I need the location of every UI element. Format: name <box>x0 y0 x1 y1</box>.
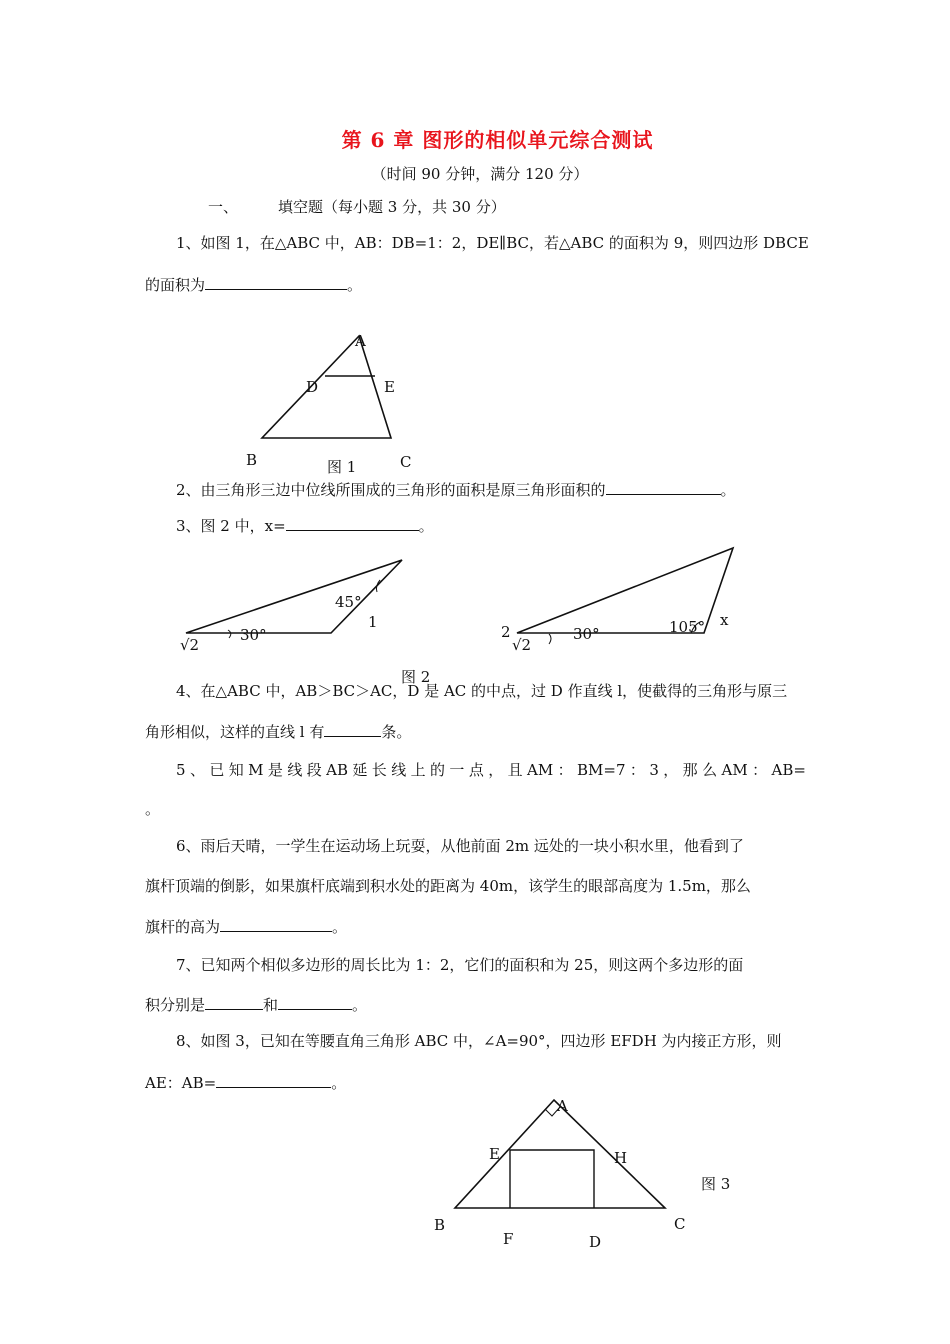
q5-line2: 。 <box>145 800 161 818</box>
q3-suffix: 。 <box>418 517 434 535</box>
fig3-label-f: F <box>503 1230 514 1248</box>
fig2-right-base: √2 <box>512 636 532 654</box>
page-subtitle: （时间 90 分钟，满分 120 分） <box>371 165 589 183</box>
fig2-right-angle-30: 30° <box>573 625 600 643</box>
q5-token: 、 <box>189 761 205 779</box>
fig3-label-e: E <box>489 1145 500 1163</box>
q3-prefix: 3、图 2 中，x= <box>176 517 286 535</box>
q5-token: 线 <box>287 761 303 779</box>
q1-line1: 1、如图 1，在△ABC 中，AB：DB=1：2，DE∥BC，若△ABC 的面积为 9，则四边形 DBCE <box>176 234 809 252</box>
q5-token: 上 <box>410 761 426 779</box>
fig3-label-a: A <box>557 1097 568 1115</box>
q4-line1: 4、在△ABC 中，AB＞BC＞AC，D 是 AC 的中点，过 D 作直线 l，使截得的三角形与原三 <box>176 682 788 700</box>
q5-token: AB= <box>771 761 806 779</box>
fig2-right-side-2: 2 <box>501 623 511 641</box>
q5-token: ， <box>488 761 504 779</box>
q5-token: 3 <box>649 761 659 779</box>
q8-suffix: 。 <box>331 1074 347 1092</box>
fig1-label-a: A <box>355 332 366 350</box>
section-number: 一、 <box>208 198 239 216</box>
q5-token: 线 <box>391 761 407 779</box>
fig2-right-angle-105: 105° <box>669 618 706 636</box>
fig3-label-b: B <box>434 1216 446 1234</box>
q5-token: 么 <box>702 761 718 779</box>
q4-prefix: 角形相似，这样的直线 l 有 <box>145 723 325 741</box>
q8-prefix: AE：AB= <box>145 1074 217 1092</box>
fig2-left-side-1: 1 <box>368 613 378 631</box>
q5-token: AM <box>721 761 748 779</box>
q4-suffix: 条。 <box>381 723 412 741</box>
q5-token: 延 <box>352 761 368 779</box>
fig3-caption: 图 3 <box>701 1175 731 1193</box>
fig1-label-c: C <box>400 453 412 471</box>
q7-prefix: 积分别是 <box>145 996 206 1014</box>
q5-token: 的 <box>430 761 446 779</box>
q5-token: 且 <box>507 761 523 779</box>
q5-token: ， <box>663 761 679 779</box>
q5-token: ： <box>629 761 645 779</box>
q6-prefix: 旗杆的高为 <box>145 918 221 936</box>
fig2-right-side-x: x <box>720 611 729 629</box>
q5-token: AB <box>326 761 348 779</box>
q6-line1: 6、雨后天晴，一学生在运动场上玩耍，从他前面 2m 远处的一块小积水里，他看到了 <box>176 837 744 855</box>
q7-line1: 7、已知两个相似多边形的周长比为 1：2，它们的面积和为 25，则这两个多边形的面 <box>176 956 744 974</box>
fig1-label-b: B <box>246 451 258 469</box>
q5-token: 知 <box>228 761 244 779</box>
q8-line1: 8、如图 3，已知在等腰直角三角形 ABC 中，∠A=90°，四边形 EFDH 为内接正方形，则 <box>176 1032 782 1050</box>
q5-token: ： <box>752 761 768 779</box>
fig2-left-base: √2 <box>180 636 200 654</box>
fig3-label-h: H <box>614 1149 628 1167</box>
q5-token: 长 <box>371 761 387 779</box>
q6-line2: 旗杆顶端的倒影，如果旗杆底端到积水处的距离为 40m，该学生的眼部高度为 1.5m，那么 <box>145 877 751 895</box>
section-heading: 填空题（每小题 3 分，共 30 分） <box>278 198 506 216</box>
q5-token: 那 <box>682 761 698 779</box>
q5-token: 已 <box>209 761 225 779</box>
fig3-label-c: C <box>674 1215 686 1233</box>
q6-suffix: 。 <box>332 918 348 936</box>
fig1-caption: 图 1 <box>327 458 357 476</box>
fig2-left-angle-30: 30° <box>240 626 267 644</box>
q5-token: 5 <box>176 761 186 779</box>
q5-token: AM <box>527 761 554 779</box>
fig2-caption: 图 2 <box>401 668 431 686</box>
q2-prefix: 2、由三角形三边中位线所围成的三角形的面积是原三角形面积的 <box>176 481 606 499</box>
q2-suffix: 。 <box>720 481 736 499</box>
q1-prefix: 的面积为 <box>145 276 206 294</box>
q5-token: BM=7 <box>577 761 626 779</box>
inscribed-square <box>510 1150 594 1208</box>
q5-token: 是 <box>267 761 283 779</box>
page-title: 第 6 章 图形的相似单元综合测试 <box>341 128 654 152</box>
triangle-abc <box>455 1100 665 1208</box>
fig3-label-d: D <box>589 1233 602 1251</box>
q5-token: M <box>248 761 264 779</box>
fig1-label-d: D <box>306 378 319 396</box>
fig1-label-e: E <box>384 378 395 396</box>
q1-suffix: 。 <box>347 276 363 294</box>
q5-token: 段 <box>306 761 322 779</box>
q7-mid: 和 <box>263 996 279 1014</box>
q7-suffix: 。 <box>352 996 368 1014</box>
q5-token: ： <box>557 761 573 779</box>
fig2-left-angle-45: 45° <box>335 593 362 611</box>
q5-token: 点 <box>468 761 484 779</box>
q5-token: 一 <box>449 761 465 779</box>
